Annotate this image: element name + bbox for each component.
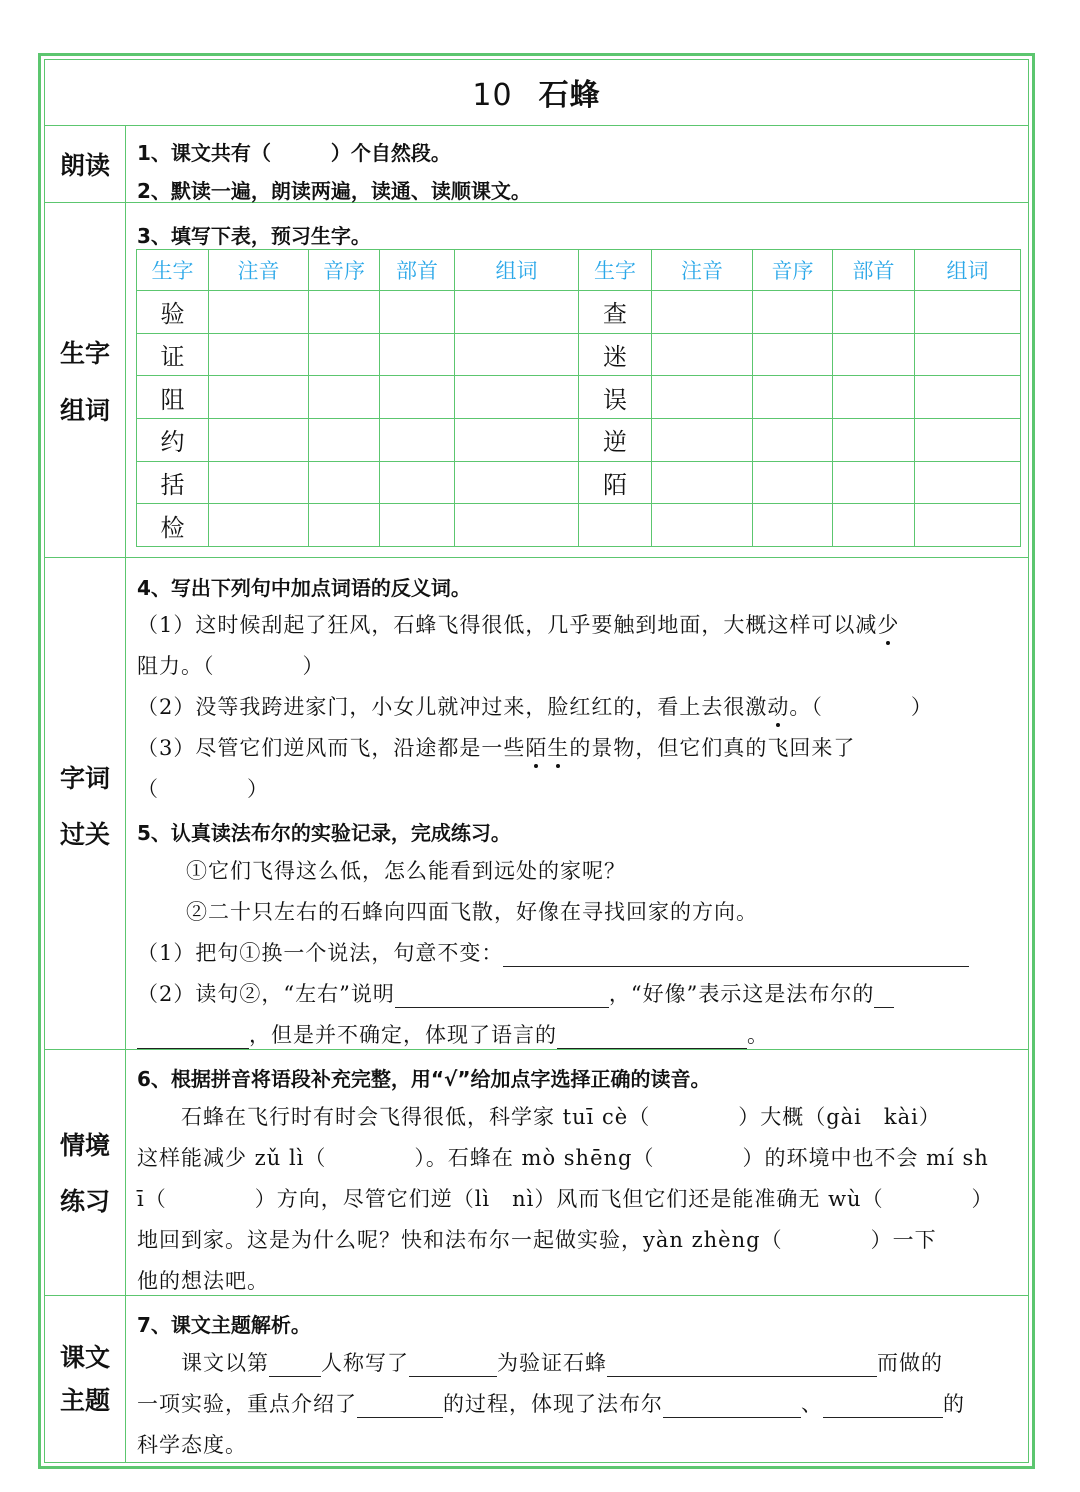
- theme-text: 为验证石蜂: [497, 1351, 607, 1375]
- radical-input-cell[interactable]: [833, 418, 915, 461]
- answer-line[interactable]: [269, 1354, 321, 1377]
- index-input-cell[interactable]: [309, 291, 380, 334]
- sentence-3-line-2[interactable]: （ ）: [137, 777, 269, 801]
- theme-line-2: [137, 1388, 965, 1418]
- question-6: 6、根据拼音将语段补充完整，用“√”给加点字选择正确的读音。: [137, 1067, 711, 1091]
- pinyin-input-cell[interactable]: [652, 376, 753, 419]
- header-cell: 部首: [833, 250, 915, 291]
- dotted-char: 少: [877, 609, 899, 639]
- exercise-text: ，但是并不确定，体现了语言的: [249, 1023, 557, 1047]
- header-cell: 组词: [455, 250, 579, 291]
- dotted-char: 陌: [525, 732, 547, 762]
- index-input-cell[interactable]: [753, 504, 833, 547]
- index-input-cell[interactable]: [753, 461, 833, 504]
- context-line-4: 地回到家。这是为什么呢？快和法布尔一起做实验，yàn zhèng（ ）一下: [137, 1228, 937, 1252]
- radical-input-cell[interactable]: [380, 291, 455, 334]
- answer-line[interactable]: [137, 1026, 249, 1049]
- word-input-cell[interactable]: [915, 333, 1021, 376]
- index-input-cell[interactable]: [309, 418, 380, 461]
- exercise-text: （1）把句①换一个说法，句意不变：: [137, 941, 504, 965]
- dotted-char: 生: [547, 732, 569, 762]
- sentence-text: （1）这时候刮起了狂风，石蜂飞得很低，几乎要触到地面，大概这样可以减: [137, 613, 878, 637]
- sentence-3-line-1: [137, 732, 855, 762]
- index-input-cell[interactable]: [309, 461, 380, 504]
- divider: [44, 1049, 1029, 1050]
- question-7: 7、课文主题解析。: [137, 1313, 311, 1337]
- char-cell: 误: [579, 376, 652, 419]
- section-label-context-2: 练习: [59, 1187, 110, 1216]
- index-input-cell[interactable]: [753, 333, 833, 376]
- header-cell: 部首: [380, 250, 455, 291]
- index-input-cell[interactable]: [309, 376, 380, 419]
- pinyin-input-cell[interactable]: [209, 376, 309, 419]
- index-input-cell[interactable]: [309, 504, 380, 547]
- header-cell: 注音: [209, 250, 309, 291]
- dotted-char: 动: [767, 691, 789, 721]
- table-row: [137, 461, 1021, 504]
- sentence-text: 的景物，但它们真的飞回来了: [569, 736, 856, 760]
- table-row: [137, 418, 1021, 461]
- table-row: [137, 333, 1021, 376]
- sentence-text: （3）尽管它们逆风而飞，沿途都是一些: [137, 736, 526, 760]
- char-cell: 证: [137, 333, 209, 376]
- radical-input-cell[interactable]: [380, 376, 455, 419]
- context-line-5: 他的想法吧。: [137, 1269, 269, 1293]
- word-input-cell[interactable]: [455, 418, 579, 461]
- sentence-2: [137, 691, 933, 721]
- character-table: [136, 249, 1021, 547]
- header-cell: 生字: [137, 250, 209, 291]
- label-column-divider: [125, 125, 126, 1463]
- sentence-1-line-2[interactable]: 阻力。（ ）: [137, 654, 325, 678]
- exercise-text: ，“好像”表示这是法布尔的: [608, 982, 875, 1006]
- index-input-cell[interactable]: [753, 376, 833, 419]
- pinyin-input-cell[interactable]: [209, 418, 309, 461]
- radical-input-cell[interactable]: [380, 461, 455, 504]
- word-input-cell[interactable]: [455, 504, 579, 547]
- char-cell: 检: [137, 504, 209, 547]
- radical-input-cell[interactable]: [833, 461, 915, 504]
- pinyin-input-cell[interactable]: [652, 333, 753, 376]
- question-2: 2、默读一遍，朗读两遍，读通、读顺课文。: [137, 179, 531, 203]
- header-cell: 注音: [652, 250, 753, 291]
- index-input-cell[interactable]: [753, 291, 833, 334]
- index-input-cell[interactable]: [309, 333, 380, 376]
- record-sentence-1: ①它们飞得这么低，怎么能看到远处的家呢？: [186, 859, 626, 883]
- section-label-theme-1: 课文: [59, 1343, 110, 1372]
- context-line-2: 这样能减少 zǔ lì（ ）。石蜂在 mò shēng（ ）的环境中也不会 mí sh: [137, 1146, 989, 1170]
- theme-line-1: [137, 1347, 943, 1377]
- pinyin-input-cell[interactable]: [209, 333, 309, 376]
- lesson-name: 石蜂: [538, 78, 601, 113]
- pinyin-input-cell[interactable]: [652, 418, 753, 461]
- question-4: 4、写出下列句中加点词语的反义词。: [137, 576, 471, 600]
- radical-input-cell[interactable]: [380, 504, 455, 547]
- exercise-text: 。: [747, 1023, 769, 1047]
- table-row: [137, 291, 1021, 334]
- word-input-cell[interactable]: [915, 418, 1021, 461]
- divider: [44, 1295, 1029, 1296]
- section-label-words-1: 字词: [59, 764, 110, 793]
- radical-input-cell[interactable]: [833, 376, 915, 419]
- theme-text: 课文以第: [137, 1351, 269, 1375]
- header-cell: 生字: [579, 250, 652, 291]
- answer-line[interactable]: [395, 985, 609, 1008]
- word-input-cell[interactable]: [915, 376, 1021, 419]
- record-sentence-2: ②二十只左右的石蜂向四面飞散，好像在寻找回家的方向。: [186, 900, 758, 924]
- word-input-cell[interactable]: [455, 333, 579, 376]
- table-header-row: [137, 250, 1021, 291]
- radical-input-cell[interactable]: [380, 333, 455, 376]
- context-line-3: ī（ ）方向，尽管它们逆（lì nì）风而飞但它们还是能准确无 wù（ ）: [137, 1187, 994, 1211]
- char-cell: 逆: [579, 418, 652, 461]
- word-input-cell[interactable]: [915, 461, 1021, 504]
- exercise-text: （2）读句②，“左右”说明: [137, 982, 395, 1006]
- theme-text: 一项实验，重点介绍了: [137, 1392, 357, 1416]
- header-cell: 组词: [915, 250, 1021, 291]
- context-line-1: 石蜂在飞行时有时会飞得很低，科学家 tuī cè（ ）大概（gài kài）: [137, 1105, 941, 1129]
- theme-text: 的: [943, 1392, 965, 1416]
- answer-line[interactable]: [663, 1395, 801, 1418]
- question-3: 3、填写下表，预习生字。: [137, 224, 371, 248]
- word-input-cell[interactable]: [915, 504, 1021, 547]
- question-1: 1、课文共有（ ）个自然段。: [137, 141, 451, 165]
- section-label-words-2: 过关: [59, 820, 110, 849]
- theme-text: 人称写了: [321, 1351, 409, 1375]
- pinyin-input-cell[interactable]: [652, 291, 753, 334]
- theme-text: 的过程，体现了法布尔: [443, 1392, 663, 1416]
- pinyin-input-cell[interactable]: [209, 291, 309, 334]
- char-cell: 阻: [137, 376, 209, 419]
- radical-input-cell[interactable]: [833, 504, 915, 547]
- answer-line[interactable]: [874, 985, 894, 1008]
- char-cell: 约: [137, 418, 209, 461]
- exercise-1: [137, 937, 969, 967]
- word-input-cell[interactable]: [915, 291, 1021, 334]
- char-cell: [579, 504, 652, 547]
- char-cell: 验: [137, 291, 209, 334]
- table-row: [137, 504, 1021, 547]
- index-input-cell[interactable]: [753, 418, 833, 461]
- answer-line[interactable]: [607, 1354, 877, 1377]
- exercise-2-line-2: [137, 1019, 769, 1049]
- divider: [44, 557, 1029, 558]
- theme-text: 、: [801, 1392, 823, 1416]
- exercise-2-line-1: [137, 978, 894, 1008]
- radical-input-cell[interactable]: [380, 418, 455, 461]
- answer-line[interactable]: [503, 944, 969, 967]
- lesson-number: 10: [472, 78, 513, 113]
- sentence-1-line-1: [137, 609, 899, 639]
- word-input-cell[interactable]: [455, 291, 579, 334]
- divider: [44, 125, 1029, 126]
- section-label-chars-2: 组词: [59, 396, 110, 425]
- header-cell: 音序: [309, 250, 380, 291]
- word-input-cell[interactable]: [455, 461, 579, 504]
- question-5: 5、认真读法布尔的实验记录，完成练习。: [137, 821, 511, 845]
- section-label-context-1: 情境: [59, 1131, 110, 1160]
- char-cell: 陌: [579, 461, 652, 504]
- answer-line[interactable]: [357, 1395, 443, 1418]
- theme-text: 而做的: [877, 1351, 943, 1375]
- word-input-cell[interactable]: [455, 376, 579, 419]
- char-cell: 查: [579, 291, 652, 334]
- table-row: [137, 376, 1021, 419]
- pinyin-input-cell[interactable]: [652, 461, 753, 504]
- lesson-title: [44, 70, 1029, 114]
- section-label-chars-1: 生字: [59, 339, 110, 368]
- header-cell: 音序: [753, 250, 833, 291]
- theme-line-3: 科学态度。: [137, 1433, 247, 1457]
- answer-blank[interactable]: 。（ ）: [789, 695, 933, 719]
- char-cell: 括: [137, 461, 209, 504]
- answer-line[interactable]: [409, 1354, 497, 1377]
- answer-line[interactable]: [823, 1395, 943, 1418]
- radical-input-cell[interactable]: [833, 291, 915, 334]
- pinyin-input-cell[interactable]: [209, 461, 309, 504]
- pinyin-input-cell[interactable]: [209, 504, 309, 547]
- section-label-read: 朗读: [59, 151, 110, 180]
- char-cell: 迷: [579, 333, 652, 376]
- section-label-theme-2: 主题: [59, 1386, 110, 1415]
- sentence-text: （2）没等我跨进家门，小女儿就冲过来，脸红红的，看上去很激: [137, 695, 768, 719]
- radical-input-cell[interactable]: [833, 333, 915, 376]
- pinyin-input-cell[interactable]: [652, 504, 753, 547]
- answer-line[interactable]: [557, 1026, 747, 1049]
